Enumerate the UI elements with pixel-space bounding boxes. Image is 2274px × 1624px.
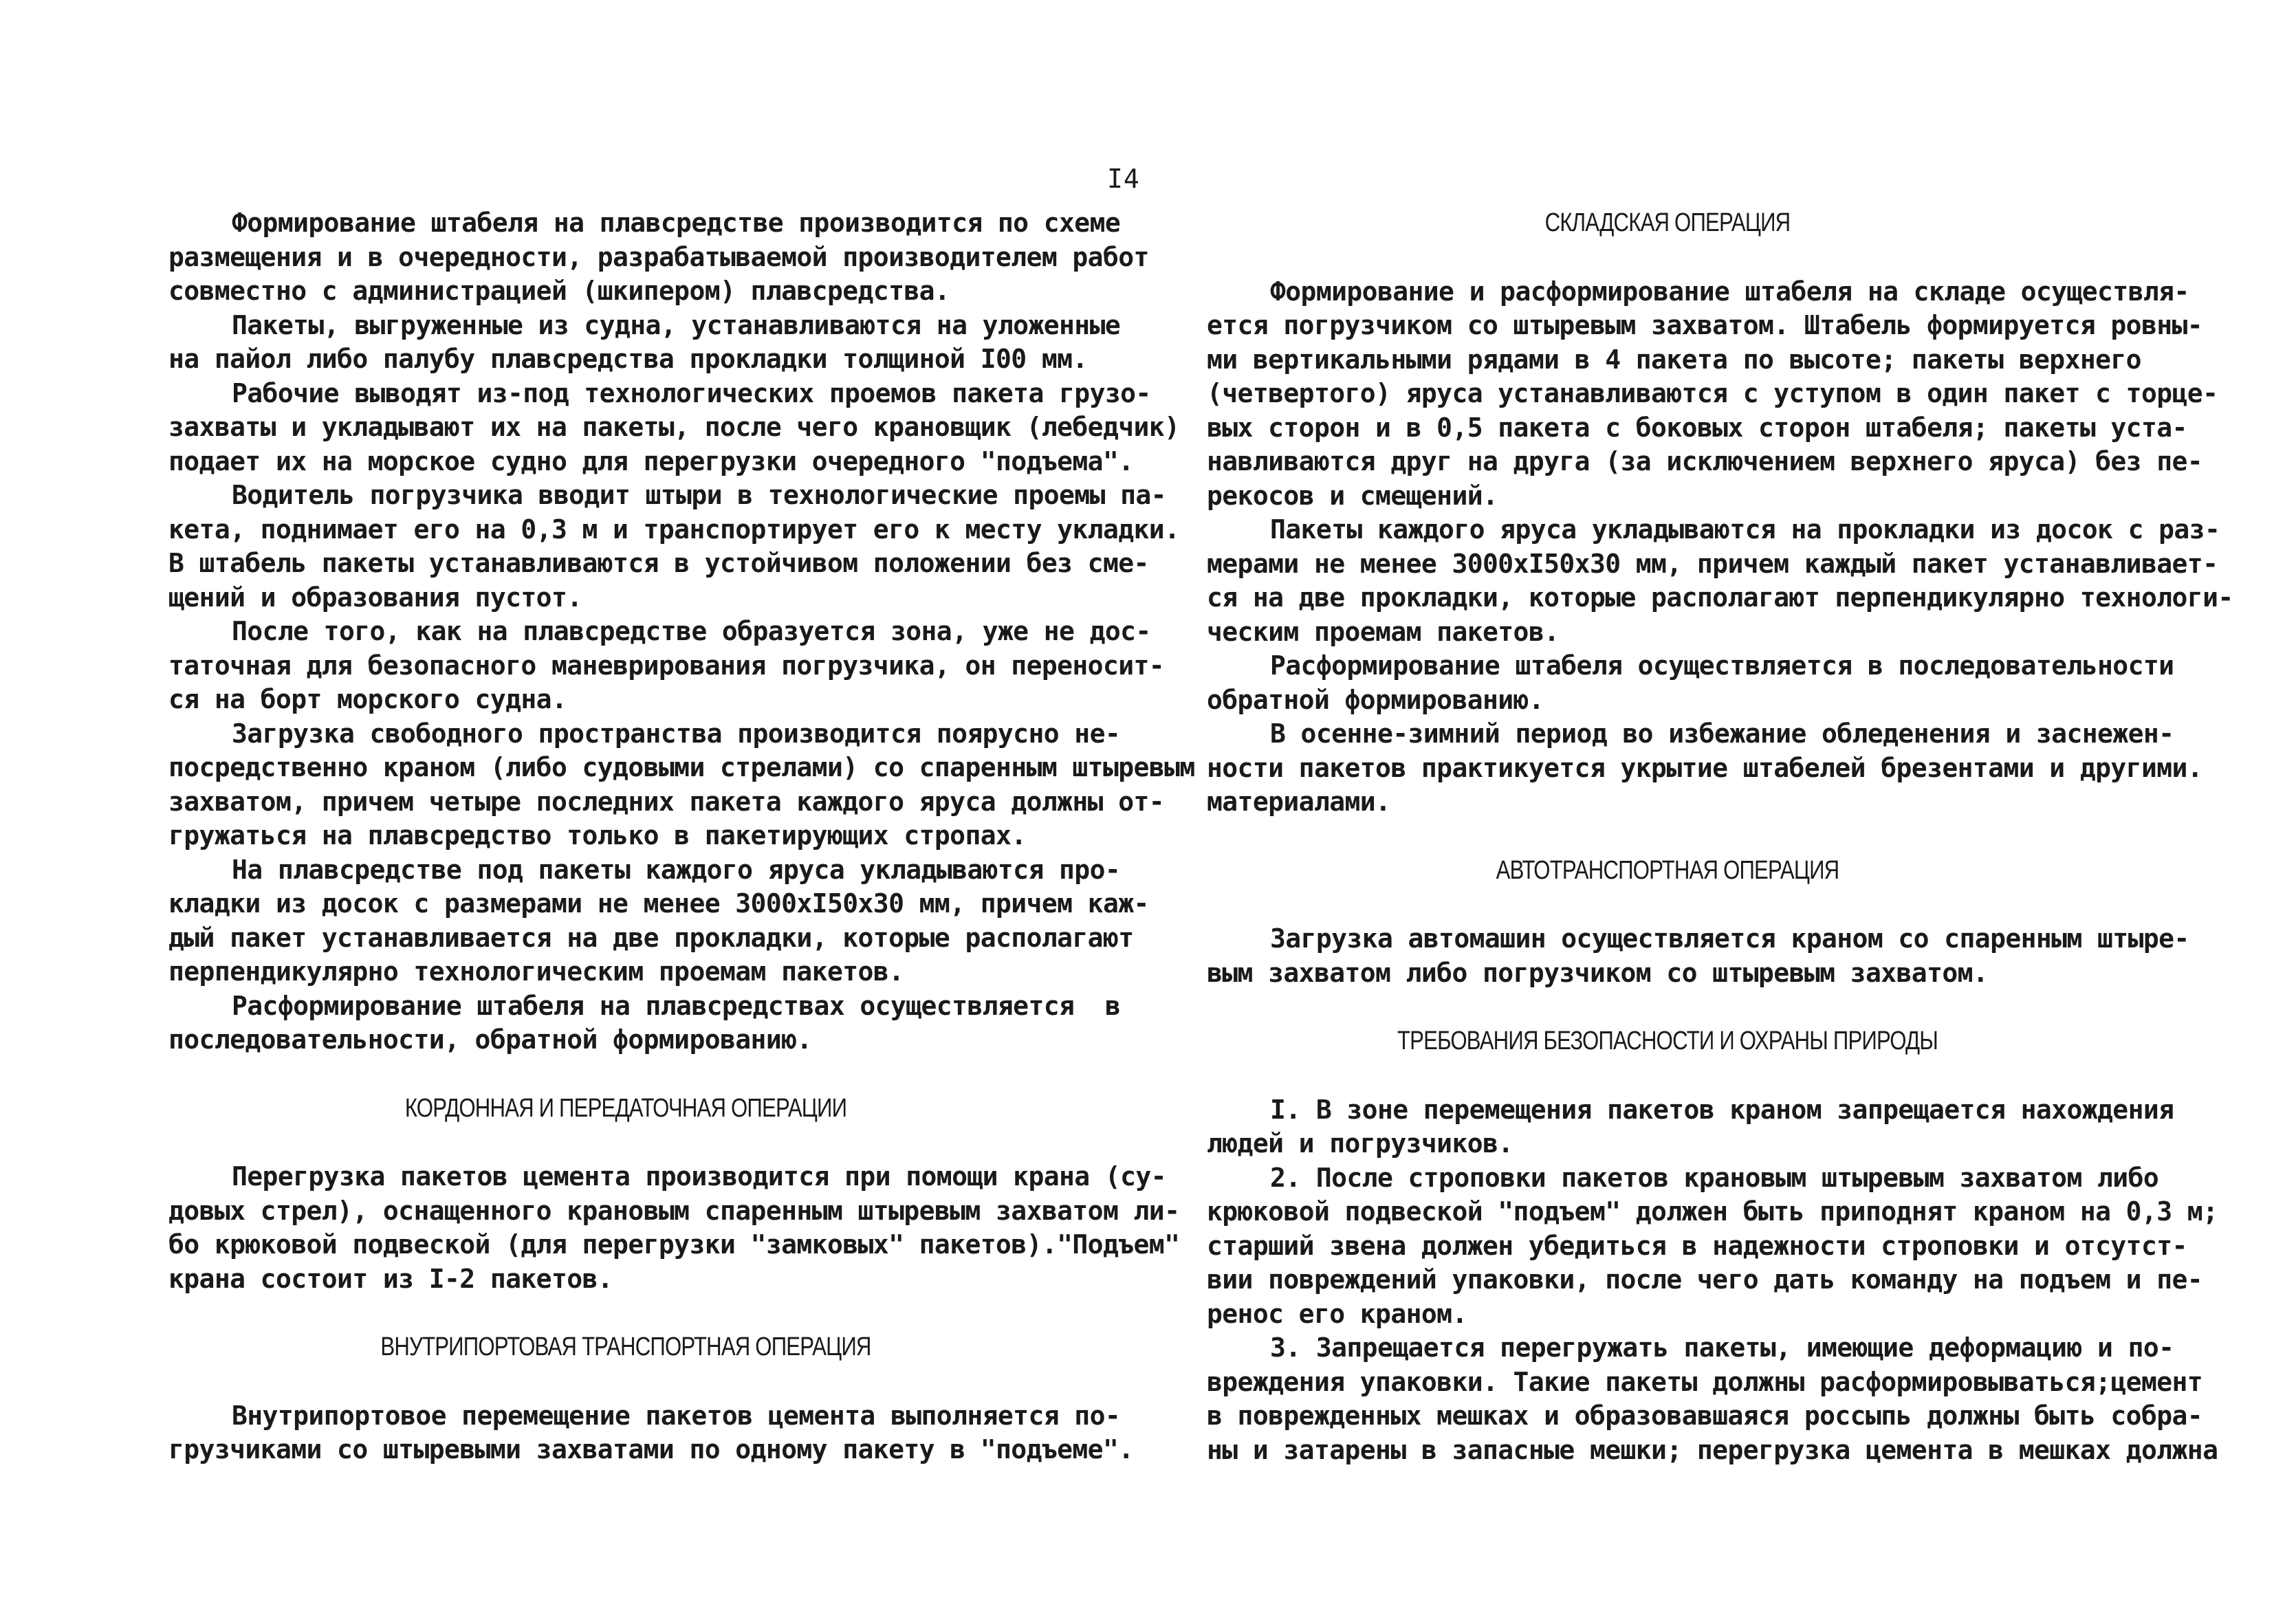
- paragraph-line: кладки из досок с размерами не менее 3000хI50х30 мм, причем каж-: [168, 888, 1149, 919]
- paragraph-first-line: I. В зоне перемещения пакетов краном запрещается нахождения: [1270, 1094, 2174, 1125]
- section-spacer: [1207, 990, 2128, 1024]
- paragraph-line: ся на борт морского судна.: [168, 684, 567, 714]
- paragraph-first-line: Внутрипортовое перемещение пакетов цемента выполняется по-: [232, 1400, 1121, 1431]
- paragraph-first-line: Рабочие выводят из-под технологических проемов пакета грузо-: [232, 377, 1151, 408]
- paragraph-line: захватом, причем четыре последних пакета каждого яруса должны от-: [168, 786, 1165, 817]
- paragraph-line: вреждения упаковки. Такие пакеты должны расформировываться;цемент: [1207, 1366, 2203, 1397]
- paragraph-line: последовательности, обратной формированию.: [168, 1024, 812, 1055]
- paragraph-line: размещения и в очередности, разрабатываемой производителем работ: [168, 241, 1149, 272]
- section-heading: СКЛАДСКАЯ ОПЕРАЦИЯ: [1544, 208, 1791, 237]
- paragraph-line: вым захватом либо погрузчиком со штыревым захватом.: [1207, 957, 1989, 988]
- paragraph-line: ми вертикальными рядами в 4 пакета по высоте; пакеты верхнего: [1207, 344, 2141, 375]
- section-spacer: [168, 1057, 1083, 1092]
- left-column: [168, 206, 1195, 1467]
- paragraph-line: вых сторон и в 0,5 пакета с боковых сторон штабеля; пакеты уста-: [1207, 412, 2187, 443]
- paragraph-first-line: Формирование штабеля на плавсредстве производится по схеме: [232, 208, 1121, 238]
- section-spacer: [1207, 1059, 2128, 1093]
- paragraph-line: навливаются друг на друга (за исключением верхнего яруса) без пе-: [1207, 446, 2203, 476]
- paragraph-line: захваты и укладывают их на пакеты, после чего крановщик (лебедчик): [168, 412, 1180, 442]
- paragraph-first-line: Пакеты, выгруженные из судна, устанавливаются на уложенные: [232, 309, 1121, 340]
- paragraph-line: крюковой подвеской "подъем" должен быть приподнят краном на 0,3 м;: [1207, 1196, 2218, 1227]
- paragraph-first-line: 2. После строповки пакетов крановым штыревым захватом либо: [1270, 1162, 2159, 1193]
- section-heading: ВНУТРИПОРТОВАЯ ТРАНСПОРТНАЯ ОПЕРАЦИЯ: [380, 1332, 871, 1361]
- paragraph-line: дый пакет устанавливается на две прокладки, которые располагают: [168, 922, 1134, 953]
- paragraph-line: В штабель пакеты устанавливаются в устойчивом положении без сме-: [168, 548, 1149, 578]
- paragraph-first-line: Водитель погрузчика вводит штыри в технологические проемы па-: [232, 480, 1166, 510]
- paragraph-first-line: Расформирование штабеля на плавсредствах осуществляется в: [232, 990, 1121, 1021]
- paragraph-first-line: После того, как на плавсредстве образуется зона, уже не дос-: [232, 616, 1151, 646]
- section-spacer: [168, 1296, 1083, 1330]
- section-spacer: [1207, 241, 2128, 275]
- paragraph-first-line: На плавсредстве под пакеты каждого яруса укладываются про-: [232, 854, 1121, 885]
- paragraph-line: материалами.: [1207, 787, 1391, 817]
- paragraph-line: людей и погрузчиков.: [1207, 1128, 1513, 1159]
- paragraph-line: ется погрузчиком со штыревым захватом. Штабель формируется ровны-: [1207, 310, 2203, 340]
- right-column: [1207, 206, 2233, 1467]
- paragraph-line: ся на две прокладки, которые располагают перпендикулярно технологи-: [1207, 582, 2233, 613]
- paragraph-first-line: Перегрузка пакетов цемента производится при помощи крана (су-: [232, 1161, 1166, 1192]
- page-number: I4: [1107, 164, 1140, 194]
- paragraph-line: гружаться на плавсредство только в пакетирующих стропах.: [168, 820, 1027, 851]
- paragraph-line: подает их на морское судно для перегрузки очередного "подъема".: [168, 446, 1134, 476]
- section-heading: КОРДОННАЯ И ПЕРЕДАТОЧНАЯ ОПЕРАЦИИ: [404, 1093, 847, 1123]
- paragraph-line: бо крюковой подвеской (для перегрузки "замковых" пакетов)."Подъем": [168, 1229, 1180, 1260]
- paragraph-first-line: Расформирование штабеля осуществляется в последовательности: [1270, 650, 2174, 681]
- paragraph-first-line: Формирование и расформирование штабеля на складе осуществля-: [1270, 276, 2189, 307]
- paragraph-line: совместно с администрацией (шкипером) плавсредства.: [168, 276, 950, 306]
- paragraph-line: вии повреждений упаковки, после чего дать команду на подъем и пе-: [1207, 1264, 2203, 1295]
- paragraph-first-line: Пакеты каждого яруса укладываются на прокладки из досок с раз-: [1270, 514, 2220, 545]
- section-spacer: [168, 1126, 1083, 1160]
- section-spacer: [1207, 820, 2128, 854]
- paragraph-line: крана состоит из I-2 пакетов.: [168, 1263, 613, 1294]
- paragraph-first-line: 3. Запрещается перегружать пакеты, имеющие деформацию и по-: [1270, 1332, 2174, 1363]
- section-spacer: [168, 1365, 1083, 1399]
- paragraph-line: старший звена должен убедиться в надежности строповки и отсутст-: [1207, 1230, 2187, 1261]
- paragraph-line: на пайол либо палубу плавсредства прокладки толщиной I00 мм.: [168, 344, 1088, 374]
- paragraph-line: ны и затарены в запасные мешки; перегрузка цемента в мешках должна: [1207, 1434, 2218, 1465]
- paragraph-line: рекосов и смещений.: [1207, 480, 1498, 511]
- section-spacer: [1207, 888, 2128, 922]
- section-heading: АВТОТРАНСПОРТНАЯ ОПЕРАЦИЯ: [1496, 855, 1839, 885]
- paragraph-line: ренос его краном.: [1207, 1298, 1467, 1329]
- paragraph-line: таточная для безопасного маневрирования погрузчика, он переносит-: [168, 650, 1165, 681]
- paragraph-line: обратной формированию.: [1207, 684, 1544, 715]
- paragraph-line: ческим проемам пакетов.: [1207, 616, 1560, 647]
- paragraph-line: довых стрел), оснащенного крановым спаренным штыревым захватом ли-: [168, 1195, 1180, 1226]
- paragraph-line: ности пакетов практикуется укрытие штабелей брезентами и другими.: [1207, 752, 2203, 783]
- paragraph-line: кета, поднимает его на 0,3 м и транспортирует его к месту укладки.: [168, 514, 1180, 545]
- paragraph-line: перпендикулярно технологическим проемам пакетов.: [168, 956, 904, 987]
- paragraph-first-line: Загрузка автомашин осуществляется краном со спаренным штыре-: [1270, 923, 2189, 954]
- paragraph-line: щений и образования пустот.: [168, 582, 582, 613]
- paragraph-first-line: Загрузка свободного пространства производится поярусно не-: [232, 718, 1121, 749]
- paragraph-line: (четвертого) яруса устанавливаются с уступом в один пакет с торце-: [1207, 378, 2218, 408]
- paragraph-line: в поврежденных мешках и образовавшаяся россыпь должны быть собра-: [1207, 1401, 2203, 1431]
- paragraph-first-line: В осенне-зимний период во избежание обледенения и заснежен-: [1270, 718, 2174, 749]
- paragraph-line: посредственно краном (либо судовыми стрелами) со спаренным штыревым: [168, 752, 1195, 782]
- paragraph-line: грузчиками со штыревыми захватами по одному пакету в "подъеме".: [168, 1434, 1134, 1464]
- paragraph-line: мерами не менее 3000хI50х30 мм, причем каждый пакет устанавливает-: [1207, 548, 2218, 579]
- section-heading: ТРЕБОВАНИЯ БЕЗОПАСНОСТИ И ОХРАНЫ ПРИРОДЫ: [1397, 1027, 1938, 1055]
